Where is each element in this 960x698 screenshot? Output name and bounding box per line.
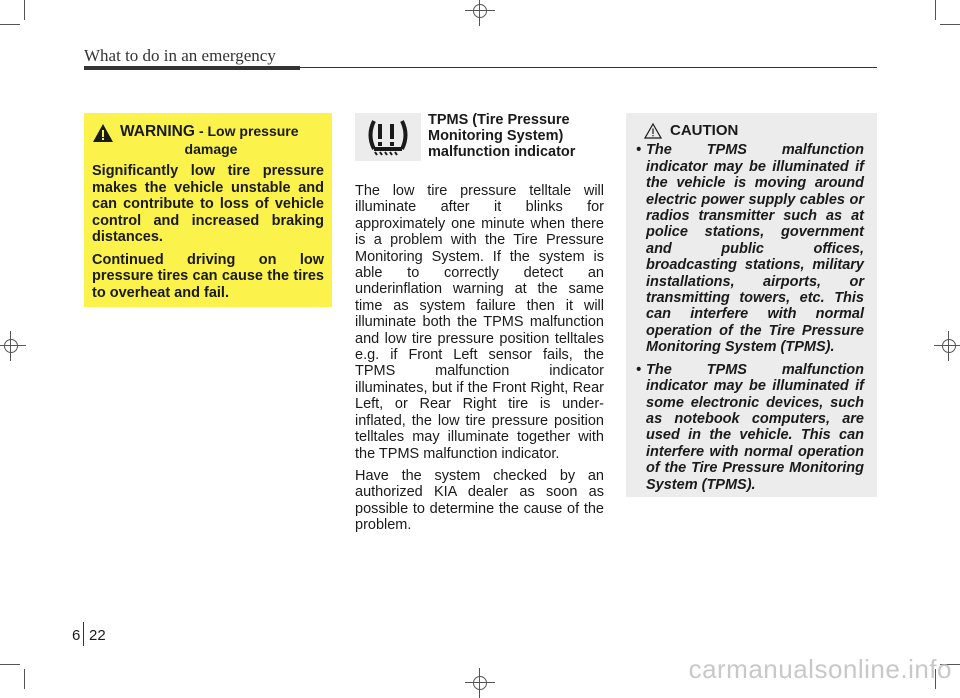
section-title: What to do in an emergency [84,46,276,65]
warning-paragraph-1: Significantly low tire pressure makes the vehicle unstable and can contribute to loss of vehicle control and increased braking distances. [92,163,324,245]
tpms-paragraph-2: Have the system checked by an authorized KIA dealer as soon as possible to determine the cause of the problem. [355,467,604,534]
crop-mark [24,669,25,689]
warning-box [84,113,332,307]
bullet: • [636,142,642,159]
caution-item-text: The TPMS malfunction indicator may be illuminated if the vehicle is moving around electric power supply cables or radios transmitter such as at police stations, government and public offices, broadcasting stations, military installations, airports, or transmitting towers, etc. This can interfere with normal operation of the Tire Pressure Monitoring System (TPMS). [646,142,864,356]
caution-triangle-icon [644,123,662,139]
registration-mark-top [471,2,489,20]
crop-mark [935,0,936,20]
crop-mark [24,0,25,20]
caution-heading [644,123,868,139]
tpms-heading: TPMS (Tire Pressure Monitoring System) malfunction indicator [428,112,576,160]
warning-subtitle-2: damage [184,140,238,157]
caution-item [636,362,868,493]
tpms-icon-panel [355,113,421,161]
page-number-divider [83,622,84,646]
warning-label: WARNING [120,123,195,140]
registration-mark-bottom [471,674,489,692]
warning-heading [92,123,324,157]
bullet: • [636,361,642,378]
caution-item-text: The TPMS malfunction indicator may be illuminated if some electronic devices, such as notebook computers, are used in the vehicle. This can interfere with normal operation of the Tire Pressure Monitoring System (TPMS). [646,361,864,493]
registration-mark-right [940,337,958,355]
watermark: carmanualsonline.info [688,654,952,684]
tpms-paragraph-1: The low tire pressure telltale will illuminate after it blinks for approximately one minute when there is a problem with the Tire Pressure Monitoring System. If the system is able to correctly detect an underinflation warning at the same time as system failure then it will illuminate both the TPMS malfunction and low tire pressure position telltales e.g. if Front Left sensor fails, the TPMS malfunction indicator illuminates, but if the Front Right, Rear Left, or Rear Right tire is under-inflated, the low tire pressure position telltales may illuminate together with the TPMS malfunction indicator. [355,183,604,462]
page-number: 22 [89,627,106,644]
tpms-indicator-icon [365,117,411,157]
crop-mark [0,664,20,665]
header-tab-bar [84,66,300,70]
warning-subtitle: - Low pressure [198,123,299,139]
tpms-body [355,183,604,540]
crop-mark [0,24,20,25]
registration-mark-left [2,337,20,355]
warning-paragraph-2: Continued driving on low pressure tires can cause the tires to overheat and fail. [92,251,324,301]
caution-item [636,142,868,355]
caution-label: CAUTION [670,122,739,139]
chapter-number: 6 [72,627,81,644]
crop-mark [940,24,960,25]
caution-box [626,113,877,497]
